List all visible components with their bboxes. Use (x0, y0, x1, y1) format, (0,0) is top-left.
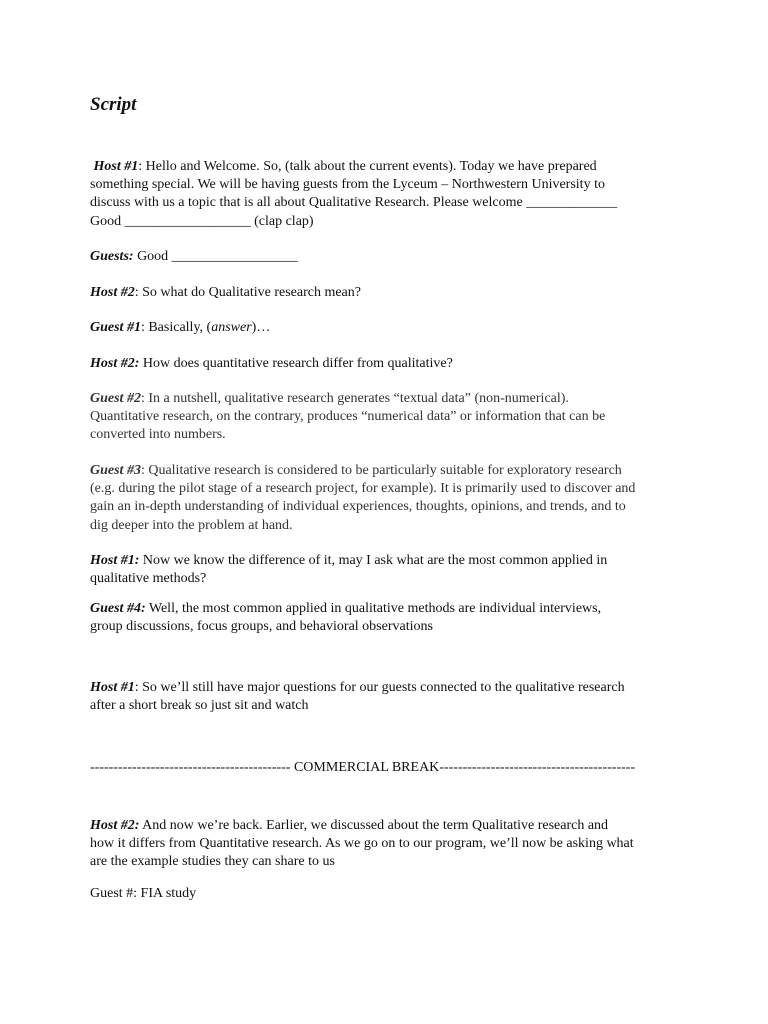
paragraph-line: Good __________________ (clap clap) (90, 213, 314, 229)
paragraph-line (90, 462, 690, 480)
speaker-label: Host #2: (90, 356, 140, 371)
paragraph-line: are the example studies they can share to us (90, 854, 335, 870)
document-title: Script (90, 94, 137, 115)
host1-welcome-paragraph (90, 158, 690, 231)
paragraph-line: discuss with us a topic that is all about Qualitative Research. Please welcome _____________ (90, 195, 618, 211)
speaker-label: Host #2: (90, 818, 140, 833)
paragraph-line (90, 390, 690, 408)
paragraph-text: Well, the most common applied in qualitative methods are individual interviews, (145, 601, 602, 616)
guest4-answer-paragraph (90, 600, 690, 636)
paragraph-text: )… (251, 320, 271, 335)
guest-fia-study-paragraph (90, 885, 690, 903)
speaker-label: Guests: (90, 249, 134, 264)
speaker-label: Guest #1 (90, 320, 141, 335)
paragraph-line (90, 158, 690, 176)
host2-return-paragraph (90, 817, 690, 872)
paragraph-line: Quantitative research, on the contrary, produces “numerical data” or information that can be (90, 409, 606, 425)
paragraph-line: qualitative methods? (90, 571, 207, 587)
answer-placeholder: answer (211, 320, 252, 335)
paragraph-line (90, 355, 690, 373)
paragraph-line (90, 248, 690, 266)
guest1-answer-paragraph (90, 319, 690, 337)
paragraph-line (90, 817, 690, 835)
paragraph-text: : So what do Qualitative research mean? (134, 285, 361, 300)
paragraph-text: : Basically, ( (140, 320, 212, 335)
paragraph-line: dig deeper into the problem at hand. (90, 517, 293, 533)
speaker-label: Guest #4: (90, 601, 146, 616)
paragraph-line (90, 319, 690, 337)
speaker-label: Host #1: (90, 553, 140, 568)
speaker-label: Host #1 (93, 159, 139, 174)
host1-break-paragraph (90, 679, 690, 715)
paragraph-line: how it differs from Quantitative research. As we go on to our program, we’ll now be asking what (90, 836, 634, 852)
speaker-label: Host #2 (90, 285, 135, 300)
speaker-label: Host #1 (90, 680, 135, 695)
guest3-answer-paragraph (90, 462, 690, 535)
paragraph-line (90, 600, 690, 618)
speaker-label: Guest #2 (90, 391, 141, 406)
paragraph-line (90, 679, 690, 697)
paragraph-line: something special. We will be having guests from the Lyceum – Northwestern University to (90, 177, 605, 193)
paragraph-line: group discussions, focus groups, and behavioral observations (90, 619, 433, 635)
paragraph-text: : Hello and Welcome. So, (talk about the current events). Today we have prepared (138, 159, 597, 174)
paragraph-line (90, 552, 690, 570)
paragraph-line: Guest #: FIA study (90, 886, 197, 901)
paragraph-text: Now we know the difference of it, may I ask what are the most common applied in (139, 553, 608, 568)
paragraph-line: converted into numbers. (90, 427, 226, 443)
paragraph-text: : So we’ll still have major questions for our guests connected to the qualitative research (134, 680, 625, 695)
speaker-label: Guest #3 (90, 463, 141, 478)
paragraph-text: : Qualitative research is considered to be particularly suitable for exploratory research (140, 463, 622, 478)
paragraph-text: And now we’re back. Earlier, we discussed about the term Qualitative research and (139, 818, 609, 833)
paragraph-line (90, 284, 690, 302)
paragraph-line: after a short break so just sit and watch (90, 698, 309, 714)
paragraph-text: How does quantitative research differ from qualitative? (139, 356, 453, 371)
host1-methods-question-paragraph (90, 552, 690, 588)
host2-difference-paragraph (90, 355, 690, 373)
guests-greeting-paragraph (90, 248, 690, 266)
paragraph-line: gain an in-depth understanding of individual experiences, thoughts, opinions, and trends, and to (90, 499, 626, 515)
paragraph-text: Good __________________ (133, 249, 298, 264)
host2-question-paragraph (90, 284, 690, 302)
paragraph-text: : In a nutshell, qualitative research generates “textual data” (non-numerical). (140, 391, 569, 406)
commercial-break-divider: ------------------------------------------- COMMERCIAL BREAK------------------------------------------ (90, 760, 636, 775)
guest2-answer-paragraph (90, 390, 690, 445)
paragraph-line: (e.g. during the pilot stage of a research project, for example). It is primarily used to discover and (90, 481, 636, 497)
